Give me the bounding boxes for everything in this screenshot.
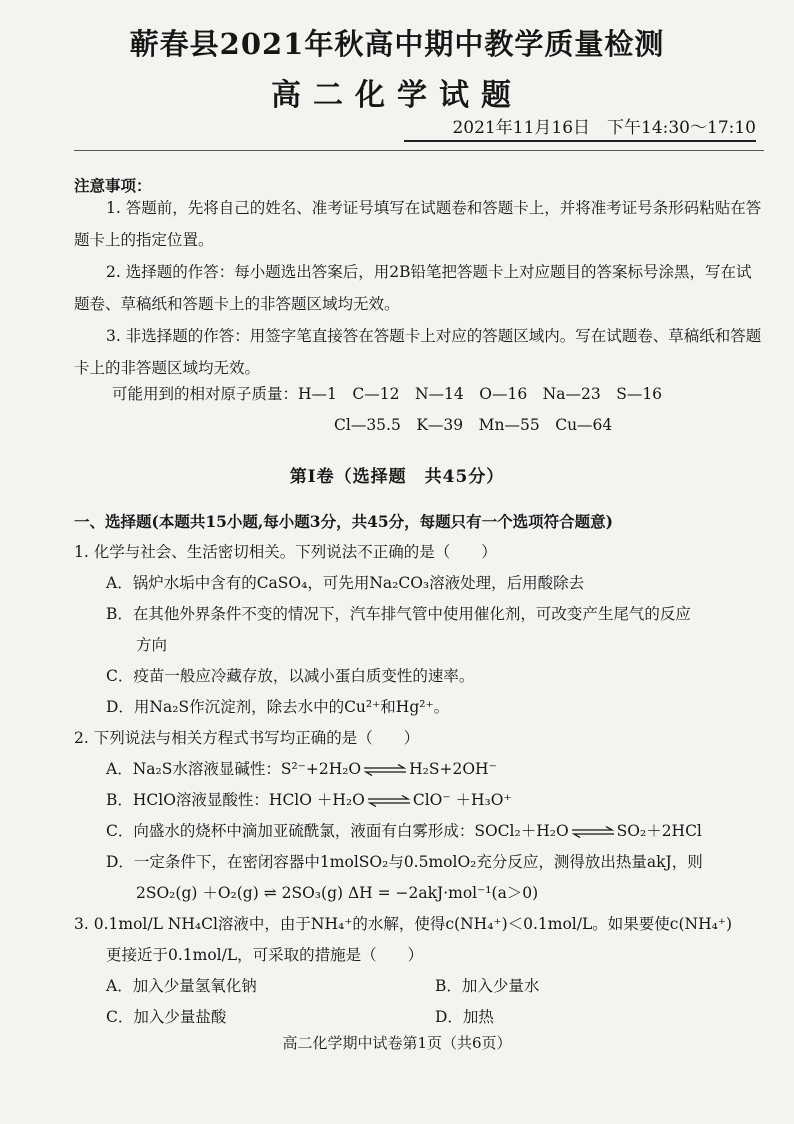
q2-option-c [74, 816, 764, 847]
q1-option-c: C．疫苗一般应冷藏存放，以减小蛋白质变性的速率。 [106, 667, 475, 685]
q3-stem: 3. 0.1mol/L NH₄Cl溶液中，由于NH₄⁺的水解，使得c(NH₄⁺)＜0.1mol/L。如果要使c(NH₄⁺) [74, 915, 733, 933]
q3-option-a: A．加入少量氢氧化钠 [106, 977, 257, 995]
notice-list [74, 192, 764, 384]
q2-option-a [74, 754, 764, 785]
q1-option-d: D．用Na₂S作沉淀剂，除去水中的Cu²⁺和Hg²⁺。 [106, 698, 450, 716]
q2-a-right: H₂S+2OH⁻ [409, 760, 497, 778]
exam-subtitle: 高二化学试题 [271, 78, 523, 113]
q2-c-right: SO₂＋2HCl [616, 822, 702, 840]
header-divider [74, 150, 764, 151]
q1-option-b: B．在其他外界条件不变的情况下，汽车排气管中使用催化剂，可改变产生尾气的反应 [106, 605, 691, 623]
section-title: 第Ⅰ卷（选择题 共45分） [289, 467, 505, 487]
q2-option-d: D．一定条件下，在密闭容器中1molSO₂与0.5molO₂充分反应，测得放出热量akJ，则 [106, 853, 703, 871]
q3-options-row-1 [74, 971, 764, 1002]
notice-item-2: 2. 选择题的作答：每小题选出答案后，用2B铅笔把答题卡上对应题目的答案标号涂黑，写在试题卷、草稿纸和答题卡上的非答题区域均无效。 [74, 263, 752, 313]
q3-stem-cont: 更接近于0.1mol/L，可采取的措施是（ ） [106, 946, 424, 964]
page-footer: 高二化学期中试卷第1页（共6页） [282, 1034, 512, 1052]
notice-item-3: 3. 非选择题的作答：用签字笔直接答在答题卡上对应的答题区域内。写在试题卷、草稿纸和答题卡上的非答题区域均无效。 [74, 327, 762, 377]
q2-stem: 2. 下列说法与相关方程式书写均正确的是（ ） [74, 729, 420, 747]
notice-heading: 注意事项： [74, 176, 152, 195]
question-2 [74, 723, 764, 909]
q2-b-right: ClO⁻ ＋H₃O⁺ [412, 791, 512, 809]
q1-stem: 1. 化学与社会、生活密切相关。下列说法不正确的是（ ） [74, 543, 497, 561]
q2-b-left: B．HClO溶液显酸性：HClO ＋H₂O [106, 791, 365, 809]
q1-option-a: A．锅炉水垢中含有的CaSO₄，可先用Na₂CO₃溶液处理，后用酸除去 [106, 574, 585, 592]
q3-option-d: D．加热 [435, 1008, 494, 1026]
q3-option-b: B．加入少量水 [435, 977, 540, 995]
section-intro: 一、选择题(本题共15小题,每小题3分，共45分，每题只有一个选项符合题意) [74, 512, 613, 531]
questions [74, 506, 764, 1033]
question-1 [74, 537, 764, 723]
atomic-masses-line-2: Cl—35.5 K—39 Mn—55 Cu—64 [334, 416, 613, 434]
q1-option-b-cont: 方向 [136, 636, 168, 654]
question-3 [74, 909, 764, 1033]
notice-item-1: 1. 答题前，先将自己的姓名、准考证号填写在试题卷和答题卡上，并将准考证号条形码粘贴在答题卡上的指定位置。 [74, 199, 762, 249]
q3-option-c: C．加入少量盐酸 [106, 1008, 227, 1026]
exam-title: 蕲春县2021年秋高中期中教学质量检测 [129, 27, 665, 61]
q3-options-row-2 [74, 1002, 764, 1033]
q2-option-b [74, 785, 764, 816]
equilibrium-arrow-icon [367, 795, 411, 807]
q2-option-d-equation: 2SO₂(g) ＋O₂(g) ⇌ 2SO₃(g) ΔH = −2akJ·mol⁻¹(a＞0) [136, 884, 539, 902]
q2-c-left: C．向盛水的烧杯中滴加亚硫酰氯，液面有白雾形成：SOCl₂＋H₂O [106, 822, 569, 840]
atomic-masses-line-1: 可能用到的相对原子质量：H—1 C—12 N—14 O—16 Na—23 S—16 [112, 385, 663, 403]
equilibrium-arrow-icon [571, 826, 615, 838]
exam-date: 2021年11月16日 下午14:30～17:10 [404, 113, 756, 142]
equilibrium-arrow-icon [363, 764, 407, 776]
q2-a-left: A．Na₂S水溶液显碱性：S²⁻+2H₂O [106, 760, 362, 778]
